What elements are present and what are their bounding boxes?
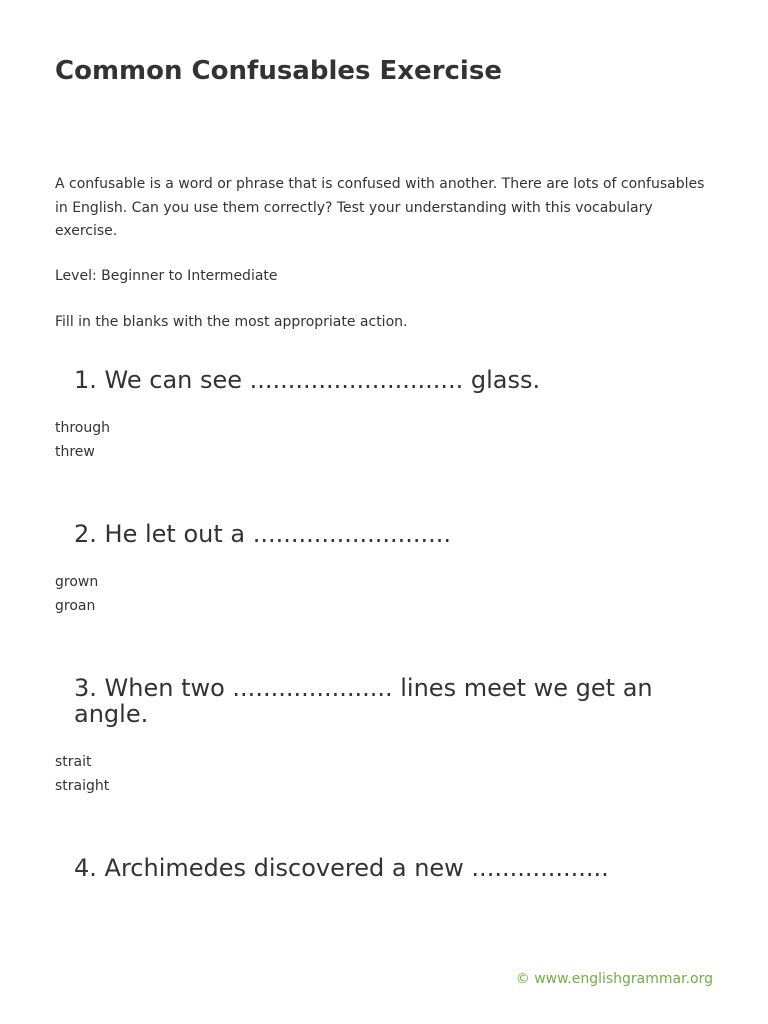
answer-option: strait <box>55 754 92 770</box>
question-2 <box>55 521 715 618</box>
question-text: 2. He let out a .......................... <box>74 520 452 548</box>
question-text: 1. We can see ............................ glass. <box>74 366 541 394</box>
intro-paragraph: A confusable is a word or phrase that is confused with another. There are lots of confusables in English. Can you use them correctly? Test your understanding with this vocabulary exercise. <box>55 176 705 239</box>
instruction-text: Fill in the blanks with the most appropriate action. <box>55 314 408 330</box>
answer-options <box>55 416 715 464</box>
answer-options <box>55 750 715 798</box>
answer-option: grown <box>55 574 99 590</box>
question-4 <box>55 855 715 881</box>
answer-option: groan <box>55 598 96 614</box>
page-title: Common Confusables Exercise <box>55 56 502 86</box>
answer-option: through <box>55 420 111 436</box>
question-3 <box>55 675 715 798</box>
level-text: Level: Beginner to Intermediate <box>55 268 278 284</box>
answer-options <box>55 570 715 618</box>
copyright-footer: © www.englishgrammar.org <box>515 971 713 987</box>
answer-option: straight <box>55 778 110 794</box>
question-1 <box>55 367 715 464</box>
question-text: 4. Archimedes discovered a new .................. <box>74 854 609 882</box>
question-text: 3. When two ..................... lines meet we get an angle. <box>74 674 653 728</box>
answer-option: threw <box>55 444 95 460</box>
